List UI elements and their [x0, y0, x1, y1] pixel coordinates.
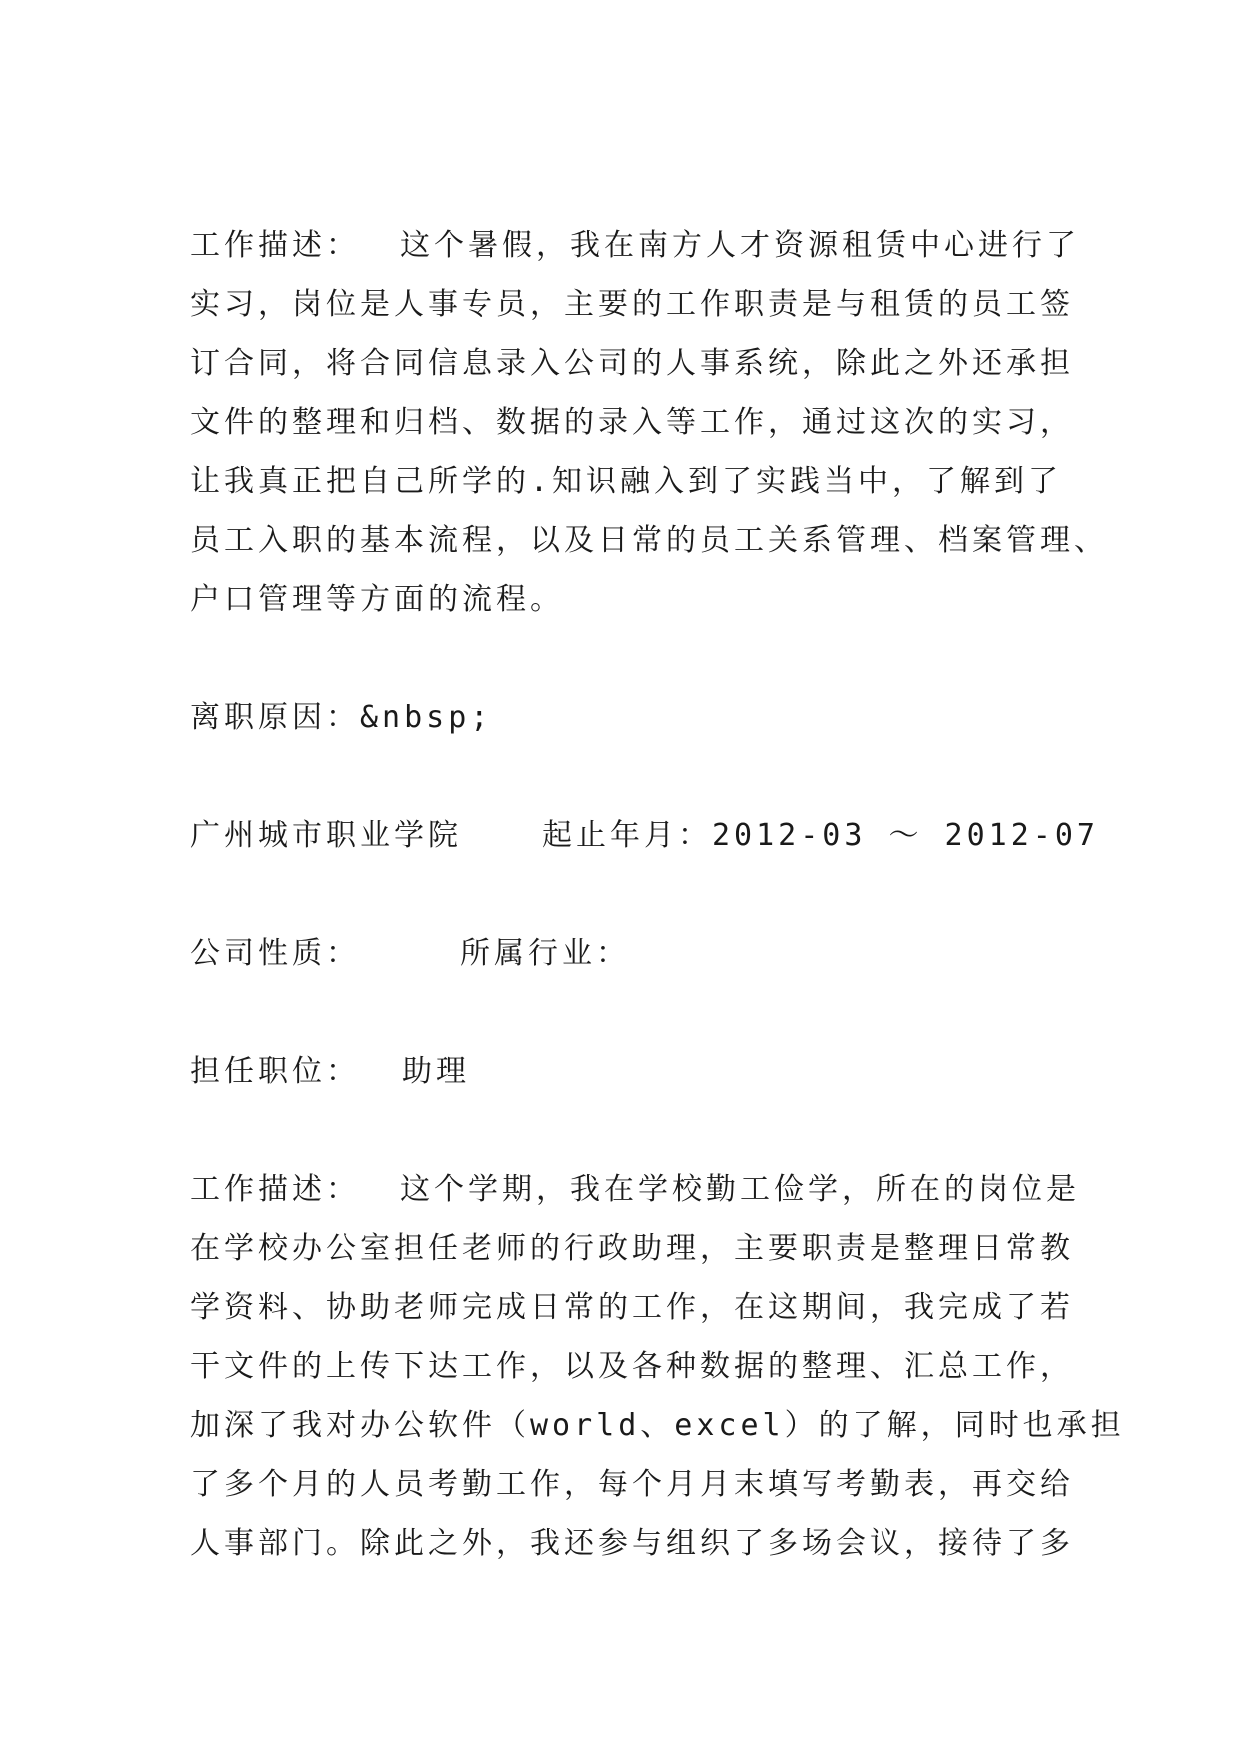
work-description-2-line-2: 在学校办公室担任老师的行政助理，主要职责是整理日常教	[190, 1231, 1074, 1266]
work-description-1-line-2: 实习，岗位是人事专员，主要的工作职责是与租赁的员工签	[190, 287, 1074, 322]
work-description-2-line-1	[190, 1160, 1080, 1219]
work-description-1-line-1	[190, 216, 1080, 275]
work-description-2-line-6: 了多个月的人员考勤工作，每个月月末填写考勤表，再交给	[190, 1467, 1074, 1502]
work-description-2-line-7: 人事部门。除此之外，我还参与组织了多场会议，接待了多	[190, 1526, 1074, 1561]
work-description-2-text-1: 这个学期，我在学校勤工俭学，所在的岗位是	[400, 1172, 1080, 1207]
leave-reason-value: &nbsp;	[360, 700, 493, 735]
leave-reason-label: 离职原因：	[190, 700, 360, 735]
work-description-1	[190, 216, 1108, 629]
work-description-2-line-5: 加深了我对办公软件（world、excel）的了解，同时也承担	[190, 1408, 1125, 1443]
work-description-1-line-6: 员工入职的基本流程，以及日常的员工关系管理、档案管理、	[190, 523, 1108, 558]
company-type-label: 公司性质：	[190, 936, 360, 971]
work-description-1-line-5: 让我真正把自己所学的.知识融入到了实践当中，了解到了	[190, 464, 1063, 499]
period-value: 2012-03 ～ 2012-07	[712, 818, 1099, 853]
position-value: 助理	[402, 1054, 470, 1089]
work-description-2-label: 工作描述：	[190, 1172, 360, 1207]
position-label: 担任职位：	[190, 1054, 360, 1089]
work-description-2-line-3: 学资料、协助老师完成日常的工作，在这期间，我完成了若	[190, 1290, 1074, 1325]
leave-reason-row	[190, 688, 1070, 747]
document-content	[190, 216, 1125, 1573]
company-name: 广州城市职业学院	[190, 818, 462, 853]
work-description-2-line-4: 干文件的上传下达工作，以及各种数据的整理、汇总工作，	[190, 1349, 1074, 1384]
work-description-1-text-1: 这个暑假，我在南方人才资源租赁中心进行了	[400, 228, 1080, 263]
work-description-1-line-7: 户口管理等方面的流程。	[190, 582, 564, 617]
position-row	[190, 1042, 1070, 1101]
company-type-industry-row	[190, 924, 1070, 983]
work-description-1-line-3: 订合同，将合同信息录入公司的人事系统，除此之外还承担	[190, 346, 1074, 381]
work-description-2	[190, 1160, 1125, 1573]
industry-label: 所属行业：	[460, 936, 630, 971]
period-label: 起止年月：	[542, 818, 712, 853]
company-period-row	[190, 806, 1099, 865]
work-description-1-label: 工作描述：	[190, 228, 360, 263]
work-description-1-line-4: 文件的整理和归档、数据的录入等工作，通过这次的实习，	[190, 405, 1074, 440]
